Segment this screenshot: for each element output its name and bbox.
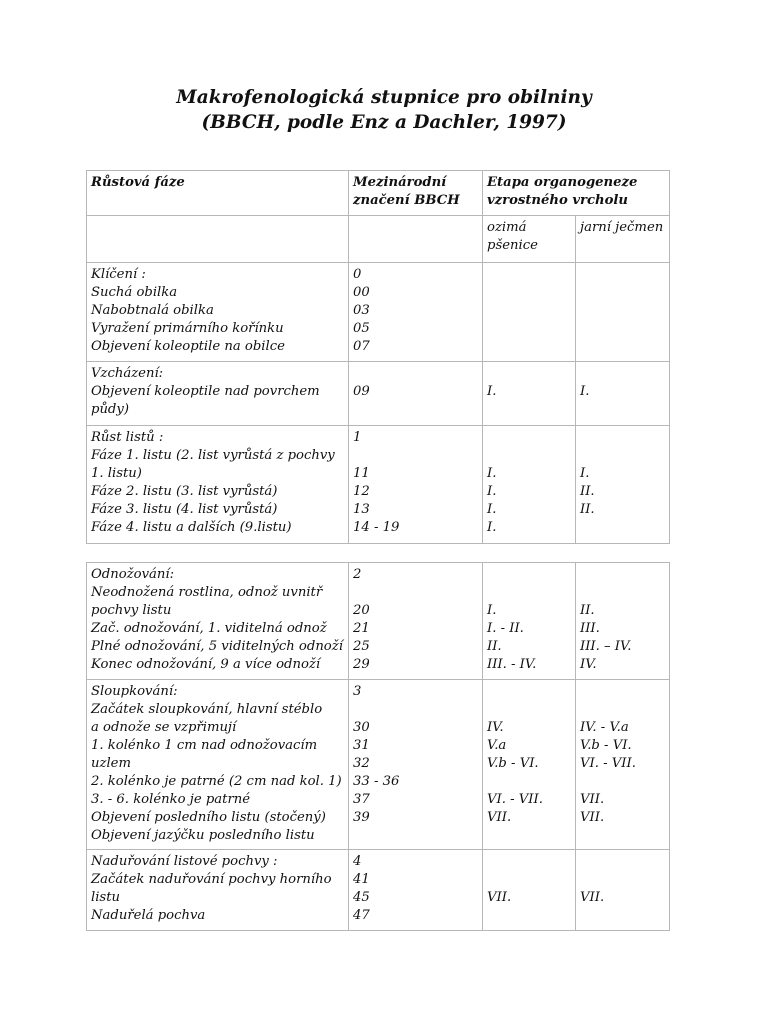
cell-wheat: I. [483,362,576,426]
cell-wheat: VII. [483,850,576,931]
cell-bbch: 09 [349,362,483,426]
subheader-empty-1 [87,216,349,263]
header-organogenesis-stage: Etapa organogeneze vzrostného vrcholu [483,171,670,216]
bbch-table-1 [86,170,670,544]
table-row [87,563,670,680]
table-row [87,850,670,931]
header-bbch-code: Mezinárodní značení BBCH [349,171,483,216]
cell-bbch: 3 30 31 32 33 - 36 37 39 [349,680,483,850]
title-line-1: Makrofenologická stupnice pro obilniny [176,87,592,108]
table-row [87,680,670,850]
cell-wheat [483,263,576,362]
table-header-row [87,171,670,216]
table-row [87,263,670,362]
cell-phase: Odnožování: Neodnožená rostlina, odnož uvnitř pochvy listu Zač. odnožování, 1. viditelná odnož Plné odnožování, 5 viditelných odnoží Konec odnožování, 9 a více odnoží [87,563,349,680]
cell-barley: I. [576,362,670,426]
subheader-winter-wheat: ozimá pšenice [483,216,576,263]
cell-bbch: 2 20 21 25 29 [349,563,483,680]
cell-bbch: 1 11 12 13 14 - 19 [349,426,483,544]
cell-phase: Klíčení : Suchá obilka Nabobtnalá obilka Vyražení primárního kořínku Objevení koleoptile na obilce [87,263,349,362]
cell-phase: Naduřování listové pochvy : Začátek naduřování pochvy horního listu Naduřelá pochva [87,850,349,931]
header-growth-phase: Růstová fáze [87,171,349,216]
cell-wheat: I. I. - II. II. III. - IV. [483,563,576,680]
cell-bbch: 0 00 03 05 07 [349,263,483,362]
cell-phase: Vzcházení: Objevení koleoptile nad povrchem půdy) [87,362,349,426]
cell-bbch: 4 41 45 47 [349,850,483,931]
subheader-spring-barley: jarní ječmen [576,216,670,263]
title-line-2: (BBCH, podle Enz a Dachler, 1997) [201,112,567,133]
cell-barley [576,263,670,362]
cell-barley: VII. [576,850,670,931]
bbch-table-2 [86,562,670,931]
cell-wheat: I. I. I. I. [483,426,576,544]
table-subheader-row [87,216,670,263]
cell-barley: IV. - V.a V.b - VI. VI. - VII. VII. VII. [576,680,670,850]
page-title [0,85,768,135]
cell-phase: Růst listů : Fáze 1. listu (2. list vyrůstá z pochvy 1. listu) Fáze 2. listu (3. list vyrůstá) Fáze 3. listu (4. list vyrůstá) Fáze 4. listu a dalších (9.listu) [87,426,349,544]
cell-wheat: IV. V.a V.b - VI. VI. - VII. VII. [483,680,576,850]
cell-barley: II. III. III. – IV. IV. [576,563,670,680]
cell-phase: Sloupkování: Začátek sloupkování, hlavní stéblo a odnože se vzpřimují 1. kolénko 1 cm nad odnožovacím uzlem 2. kolénko je patrné (2 cm nad kol. 1) 3. - 6. kolénko je patrné Objevení posledního listu (stočený) Objevení jazýčku posledního listu [87,680,349,850]
table-row [87,362,670,426]
table-row [87,426,670,544]
subheader-empty-2 [349,216,483,263]
cell-barley: I. II. II. [576,426,670,544]
